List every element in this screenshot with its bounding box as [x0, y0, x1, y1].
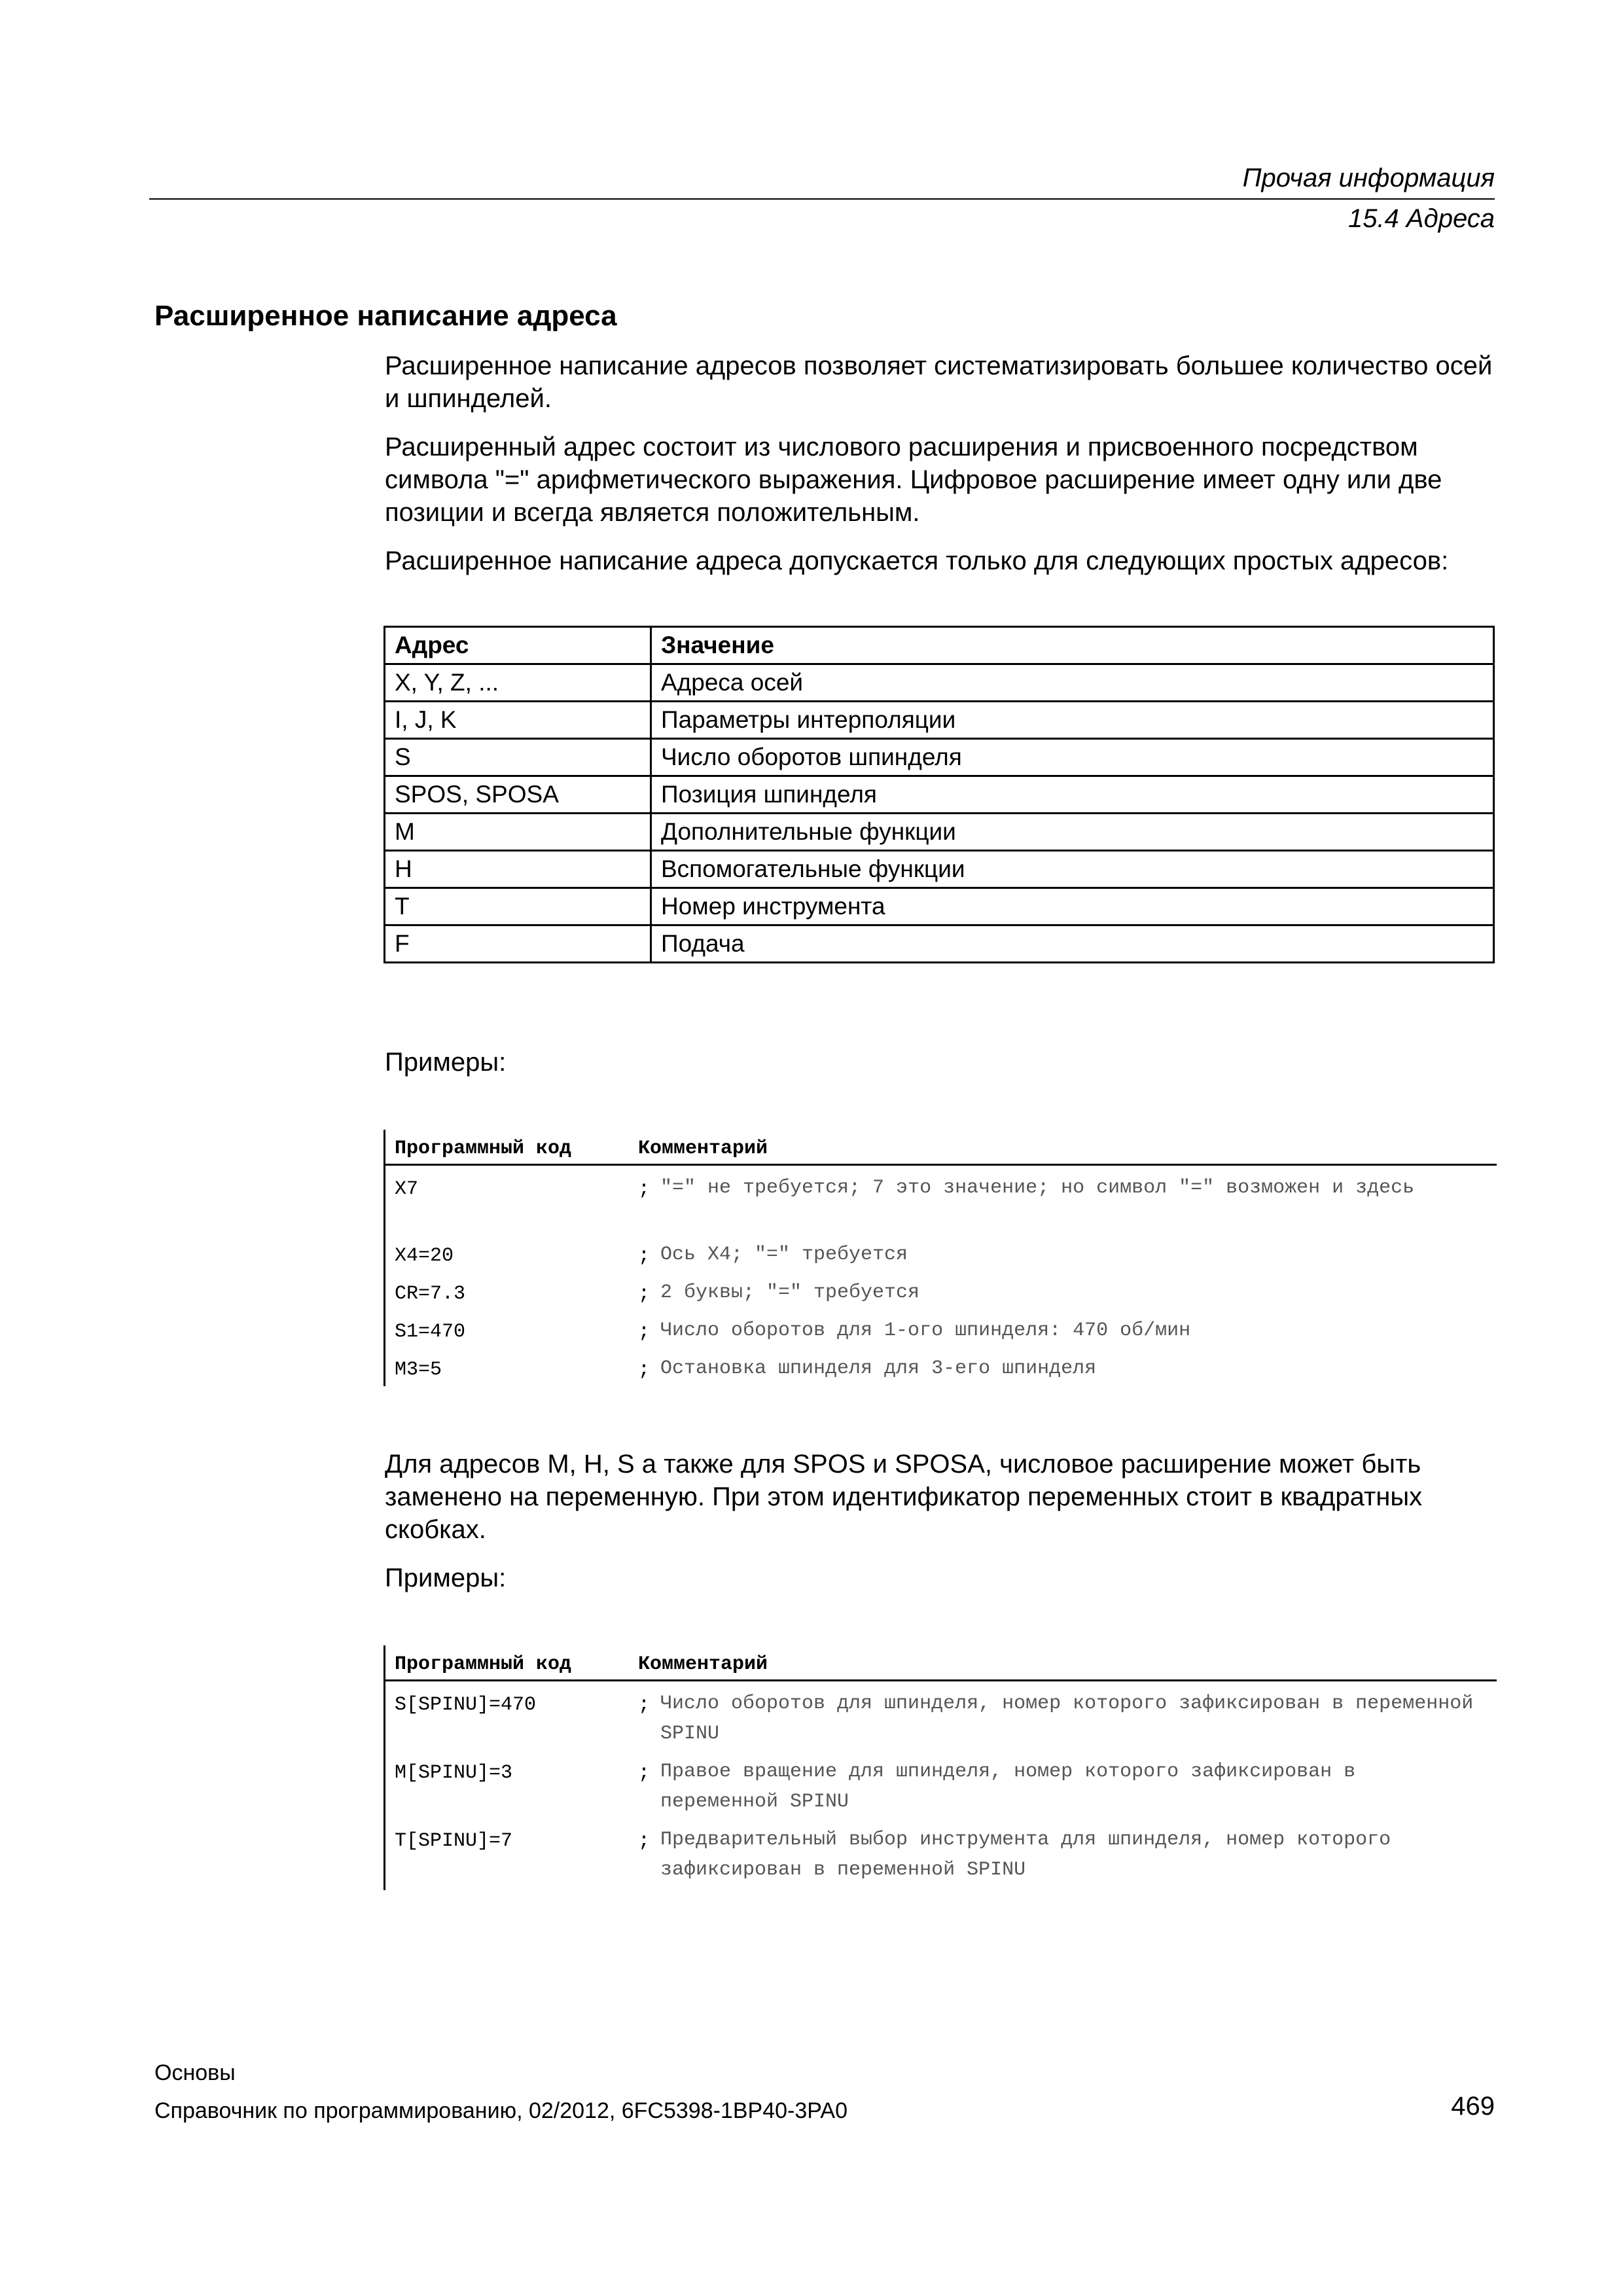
paragraph-text: Расширенный адрес состоит из числового расширения и присвоенного посредством символа "=" арифметического выражения. Цифровое расширение имеет одну или две позиции и всегда является положительным. [385, 433, 1442, 527]
footer-document-title: Основы [154, 2060, 236, 2085]
header-rule [149, 198, 1495, 200]
meaning-cell: Число оборотов шпинделя [651, 739, 1494, 776]
table-row [385, 814, 1494, 851]
table-row [385, 702, 1494, 739]
comment-text: 2 буквы; "=" требуется [660, 1282, 920, 1304]
comment-marker: ; [638, 1245, 651, 1267]
code-text: T[SPINU]=7 [395, 1830, 513, 1852]
code-text: S[SPINU]=470 [395, 1694, 537, 1716]
comment-text: Число оборотов для 1-ого шпинделя: 470 об/мин [660, 1319, 1191, 1342]
code-text: X7 [395, 1178, 419, 1200]
address-cell: M [385, 814, 651, 851]
address-cell: S [385, 739, 651, 776]
paragraph-text: Для адресов M, H, S а также для SPOS и SPOSA, числовое расширение может быть заменено на переменную. При этом идентификатор переменных стоит в квадратных скобках. [385, 1450, 1423, 1544]
meaning-cell: Вспомогательные функции [651, 851, 1494, 888]
comment-text: Правое вращение для шпинделя, номер которого зафиксирован в переменной SPINU [660, 1761, 1356, 1813]
comment-marker: ; [638, 1694, 651, 1716]
variable-extension-paragraph [385, 1448, 1497, 1546]
meaning-cell: Номер инструмента [651, 888, 1494, 925]
meaning-cell: Подача [651, 925, 1494, 963]
intro-paragraph-3 [385, 545, 1497, 577]
column-header-meaning: Значение [651, 627, 1494, 664]
code-text: M3=5 [395, 1359, 442, 1381]
meaning-cell: Дополнительные функции [651, 814, 1494, 851]
address-cell: X, Y, Z, ... [385, 664, 651, 702]
address-cell: F [385, 925, 651, 963]
footer-document-reference: Справочник по программированию, 02/2012, 6FC5398-1BP40-3PA0 [154, 2098, 847, 2123]
address-cell: I, J, K [385, 702, 651, 739]
column-header-comment: Комментарий [638, 1138, 768, 1160]
address-cell: T [385, 888, 651, 925]
address-cell: H [385, 851, 651, 888]
intro-paragraph-1 [385, 350, 1497, 415]
table-row [385, 888, 1494, 925]
comment-text: Число оборотов для шпинделя, номер которого зафиксирован в переменной SPINU [660, 1693, 1474, 1745]
code-text: M[SPINU]=3 [395, 1762, 513, 1784]
paragraph-text: Расширенное написание адреса допускается только для следующих простых адресов: [385, 547, 1449, 575]
code-text: CR=7.3 [395, 1283, 466, 1305]
table-row [385, 925, 1494, 963]
paragraph-text: Расширенное написание адресов позволяет систематизировать большее количество осей и шпинделей. [385, 351, 1493, 413]
comment-marker: ; [638, 1762, 651, 1784]
table-header-row [385, 627, 1494, 664]
running-header-section: 15.4 Адреса [1347, 204, 1495, 233]
section-heading: Расширенное написание адреса [154, 300, 617, 332]
comment-marker: ; [638, 1178, 651, 1200]
comment-text: Ось X4; "=" требуется [660, 1244, 908, 1266]
table-row [385, 776, 1494, 814]
page-number: 469 [1451, 2092, 1495, 2121]
comment-marker: ; [638, 1321, 651, 1343]
running-header-chapter: Прочая информация [1242, 164, 1495, 192]
comment-text: Остановка шпинделя для 3-его шпинделя [660, 1357, 1097, 1380]
table-row [385, 739, 1494, 776]
address-table [383, 626, 1495, 963]
column-header-comment: Комментарий [638, 1653, 768, 1676]
address-cell: SPOS, SPOSA [385, 776, 651, 814]
column-header-code: Программный код [395, 1138, 572, 1160]
table-row [385, 851, 1494, 888]
examples-label-1: Примеры: [385, 1048, 507, 1077]
meaning-cell: Позиция шпинделя [651, 776, 1494, 814]
comment-text: Предварительный выбор инструмента для шпинделя, номер которого зафиксирован в переменной SPINU [660, 1829, 1391, 1881]
column-header-address: Адрес [385, 627, 651, 664]
code-example-table-2 [383, 1645, 1497, 1890]
code-text: S1=470 [395, 1321, 466, 1343]
comment-marker: ; [638, 1283, 651, 1305]
code-table-header [385, 1130, 1497, 1166]
comment-marker: ; [638, 1830, 651, 1852]
examples-label-2: Примеры: [385, 1564, 507, 1592]
code-table-header [385, 1645, 1497, 1681]
code-example-table-1 [383, 1130, 1497, 1386]
column-header-code: Программный код [395, 1653, 572, 1676]
table-row [385, 664, 1494, 702]
comment-marker: ; [638, 1359, 651, 1381]
code-text: X4=20 [395, 1245, 454, 1267]
intro-paragraph-2 [385, 431, 1497, 529]
meaning-cell: Адреса осей [651, 664, 1494, 702]
meaning-cell: Параметры интерполяции [651, 702, 1494, 739]
comment-text: "=" не требуется; 7 это значение; но символ "=" возможен и здесь [660, 1177, 1415, 1199]
